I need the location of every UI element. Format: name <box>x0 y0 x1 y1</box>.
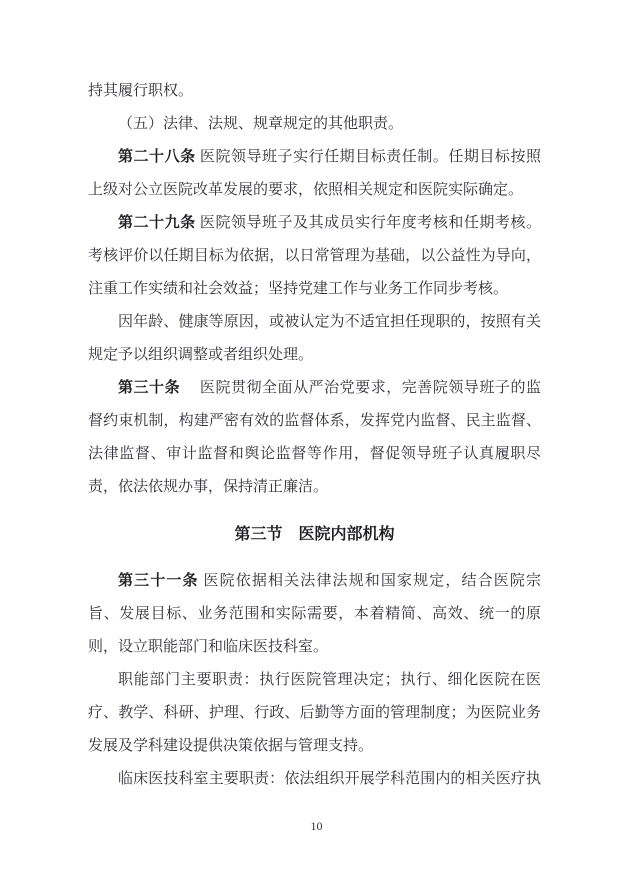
paragraph-text: 医院依据相关法律法规和国家规定，结合医院宗旨、发展目标、业务范围和实际需要，本着精简、高效、统一的原则，设立职能部门和临床医技科室。 <box>88 573 541 655</box>
page-number: 10 <box>310 819 323 833</box>
paragraph <box>88 108 541 141</box>
paragraph-text: 持其履行职权。 <box>88 83 194 99</box>
paragraph-text: 职能部门主要职责：执行医院管理决定；执行、细化医院在医疗、教学、科研、护理、行政、后勤等方面的管理制度；为医院业务发展及学科建设提供决策依据与管理支持。 <box>88 672 541 754</box>
paragraph-text: 医院领导班子实行任期目标责任制。任期目标按照上级对公立医院改革发展的要求，依照相关规定和医院实际确定。 <box>88 149 541 198</box>
paragraph <box>88 141 541 207</box>
section-heading: 第三节 医院内部机构 <box>234 526 395 543</box>
paragraph <box>88 372 541 504</box>
article-number: 第二十八条 <box>118 149 196 165</box>
paragraph-text: 医院贯彻全面从严治党要求，完善院领导班子的监督约束机制，构建严密有效的监督体系，发挥党内监督、民主监督、法律监督、审计监督和舆论监督等作用，督促领导班子认真履职尽责，依法依规办事，保持清正廉洁。 <box>88 380 541 495</box>
paragraph-text: 临床医技科室主要职责：依法组织开展学科范围内的相关医疗执 <box>118 771 541 787</box>
article-number: 第三十条 <box>118 380 181 396</box>
article-number: 第二十九条 <box>118 215 196 231</box>
paragraph <box>88 306 541 372</box>
article-number: 第三十一条 <box>118 573 199 589</box>
paragraph <box>88 664 541 763</box>
paragraph <box>88 75 541 108</box>
document-body <box>88 75 541 796</box>
paragraph <box>88 207 541 306</box>
paragraph-text: 因年龄、健康等原因，或被认定为不适宜担任现职的，按照有关规定予以组织调整或者组织处理。 <box>88 314 541 363</box>
paragraph <box>88 763 541 796</box>
paragraph-text: （五）法律、法规、规章规定的其他职责。 <box>118 116 404 132</box>
paragraph <box>88 565 541 664</box>
paragraph-text: 医院领导班子及其成员实行年度考核和任期考核。考核评价以任期目标为依据，以日常管理为基础，以公益性为导向，注重工作实绩和社会效益；坚持党建工作与业务工作同步考核。 <box>88 215 541 297</box>
